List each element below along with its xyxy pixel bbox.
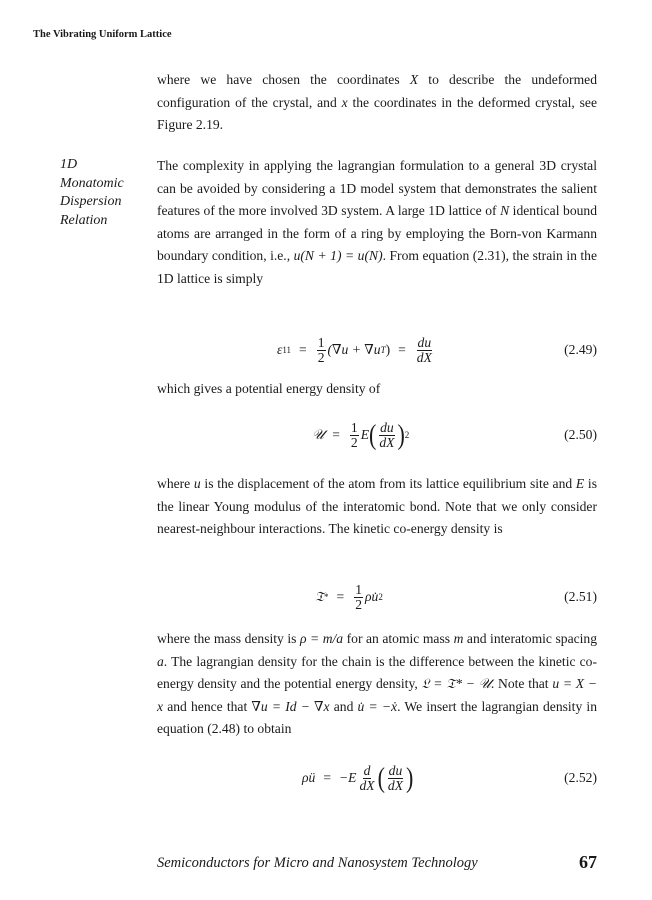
math-inline: u̇ = −ẋ xyxy=(357,698,398,714)
fraction xyxy=(354,583,363,612)
eq-symbol: ρü xyxy=(302,770,316,785)
paragraph-displacement xyxy=(157,473,597,541)
margin-note-line: Relation xyxy=(60,212,108,228)
margin-note-line: Monatomic xyxy=(60,175,124,191)
margin-note-line: 1D xyxy=(60,157,78,172)
equation-2-50 xyxy=(157,410,597,460)
fraction xyxy=(416,336,433,365)
text-run: where we have chosen the coordinates xyxy=(157,72,410,87)
math-inline: 𝔏 = 𝔗* − 𝒰 xyxy=(421,676,491,691)
paragraph-lagrangian-1d xyxy=(157,155,597,290)
math-inline: a xyxy=(157,653,164,669)
eq-sign: = xyxy=(398,342,406,357)
eq-term: (∇u + ∇u xyxy=(327,342,381,357)
eq-paren: ) xyxy=(385,342,391,357)
equation-2-51 xyxy=(157,572,597,622)
text-run: which gives a potential energy density of xyxy=(157,381,381,396)
eq-term: −E xyxy=(339,770,357,785)
margin-note xyxy=(60,156,150,230)
text-run: where xyxy=(157,476,194,491)
eq-symbol: 𝔗 xyxy=(315,589,325,604)
equation-number: (2.49) xyxy=(564,342,597,357)
eq-paren: ( xyxy=(377,761,385,794)
math-inline: u xyxy=(193,476,201,491)
fraction-denominator: dX xyxy=(416,349,432,365)
fraction-numerator: du xyxy=(417,334,432,350)
eq-sign: = xyxy=(336,589,345,604)
math-inline: N xyxy=(500,203,510,218)
page-number: 67 xyxy=(579,852,597,872)
text-run: the coordinates in the deformed crystal, see Figure 2.19. xyxy=(157,94,597,132)
eq-term: E xyxy=(360,427,370,442)
text-run: and xyxy=(329,698,358,714)
equation-body xyxy=(312,410,409,460)
text-run: where the mass density is xyxy=(157,631,300,646)
eq-term: ρu̇ xyxy=(364,589,379,604)
text-run: The complexity in applying the lagrangian formulation to a general 3D crystal can be avoided by considering a 1D model system that demonstrates the salient features of the more involved 3D system. A large 1D lattice of xyxy=(157,158,597,218)
paragraph-lagrangian-density xyxy=(157,628,597,741)
fraction-numerator: 1 xyxy=(355,581,362,597)
fraction xyxy=(317,336,326,365)
eq-superscript: 2 xyxy=(404,430,410,440)
margin-note-line: Dispersion xyxy=(60,194,122,209)
equation-number: (2.50) xyxy=(564,427,597,442)
text-run: is the linear Young modulus of the interatomic bond. Note that we only consider nearest-neighbour interactions. The kinetic co-energy density is xyxy=(157,476,597,536)
eq-subscript: 11 xyxy=(282,345,292,355)
math-inline: E xyxy=(575,476,585,491)
fraction-numerator: du xyxy=(388,762,403,778)
equation-body xyxy=(315,572,383,622)
eq-symbol: ε xyxy=(277,342,283,357)
fraction-denominator: dX xyxy=(379,434,395,450)
eq-paren: ) xyxy=(406,761,414,794)
fraction-denominator: 2 xyxy=(355,596,362,612)
text-run: . From equation (2.31), the strain in the 1D lattice is simply xyxy=(157,248,597,286)
math-inline: ∇u = Id − ∇x xyxy=(251,698,330,714)
fraction-numerator: 1 xyxy=(317,334,325,350)
math-inline: X xyxy=(409,72,419,87)
text-run: and hence that xyxy=(163,698,252,714)
text-run: to describe the undeformed configuration of the crystal, and xyxy=(157,72,597,110)
fraction-denominator: 2 xyxy=(350,434,358,450)
math-inline: u(N + 1) = u(N) xyxy=(293,248,383,263)
fraction xyxy=(358,764,375,793)
text-run: . We insert the lagrangian density in equation (2.48) to obtain xyxy=(157,698,597,736)
fraction-denominator: dX xyxy=(387,777,404,793)
equation-body xyxy=(277,325,435,375)
fraction-numerator: du xyxy=(380,419,394,435)
fraction-denominator: dX xyxy=(359,777,375,793)
footer-book-title: Semiconductors for Micro and Nanosystem Technology xyxy=(157,855,478,871)
text-run: and interatomic spacing xyxy=(463,631,598,646)
math-inline: u = X − x xyxy=(157,676,597,714)
fraction xyxy=(387,764,404,793)
eq-superscript: * xyxy=(324,592,329,602)
eq-superscript: 2 xyxy=(378,592,383,602)
fraction-denominator: 2 xyxy=(317,349,325,365)
fraction xyxy=(350,421,359,450)
math-inline: x xyxy=(341,94,348,110)
running-head: The Vibrating Uniform Lattice xyxy=(33,29,172,40)
eq-superscript: T xyxy=(380,345,386,355)
text-run: . The lagrangian density for the chain is the difference between the kinetic co-energy density and the potential energy density, xyxy=(157,653,597,691)
paragraph-coordinates xyxy=(157,69,597,137)
fraction xyxy=(378,421,395,450)
eq-paren: ) xyxy=(397,418,405,451)
eq-paren: ( xyxy=(369,418,377,451)
eq-sign: = xyxy=(299,342,307,357)
text-run: is the displacement of the atom from its lattice equilibrium site and xyxy=(200,476,576,491)
fraction-numerator: d xyxy=(363,762,371,778)
math-inline: m xyxy=(453,631,464,646)
math-inline: ρ = m/a xyxy=(299,631,344,646)
paragraph-potential-energy xyxy=(157,378,597,401)
text-run: for an atomic mass xyxy=(343,631,454,646)
equation-body xyxy=(302,753,413,803)
equation-2-49 xyxy=(157,325,597,375)
eq-sign: = xyxy=(332,427,340,442)
fraction-numerator: 1 xyxy=(350,419,358,435)
equation-number: (2.51) xyxy=(564,589,597,604)
equation-2-52 xyxy=(157,753,597,803)
equation-number: (2.52) xyxy=(564,770,597,785)
eq-sign: = xyxy=(323,770,331,785)
text-run: identical bound atoms are arranged in the form of a ring by employing the Born-von Karmann boundary condition, i.e., xyxy=(157,203,598,263)
text-run: . Note that xyxy=(490,676,553,691)
eq-symbol: 𝒰 xyxy=(312,427,325,442)
